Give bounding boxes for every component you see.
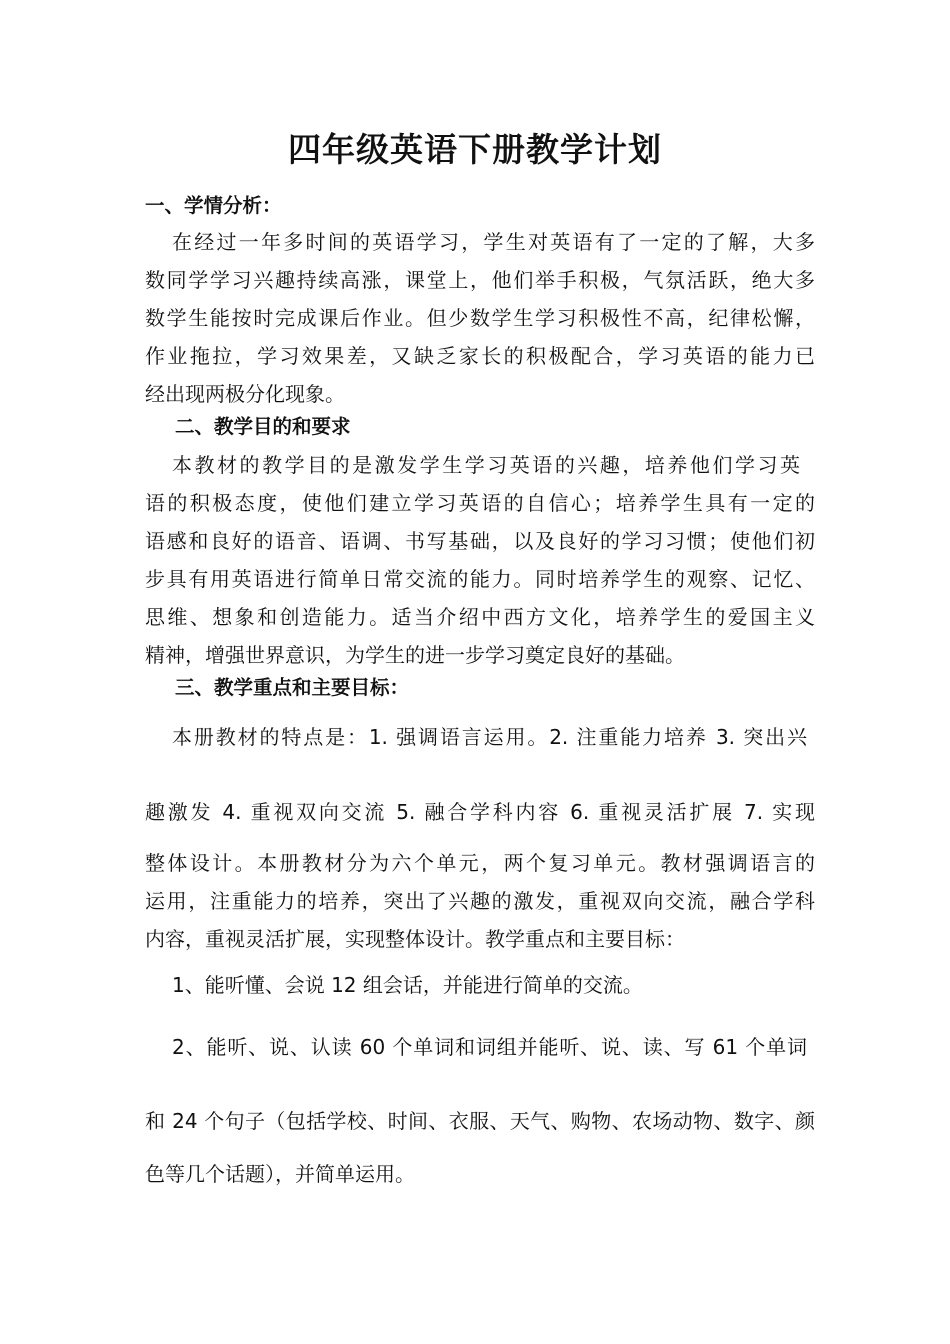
paragraph-line: 步具有用英语进行简单日常交流的能力。同时培养学生的观察、记忆、 [145,567,815,591]
paragraph-line: 整体设计。本册教材分为六个单元，两个复习单元。教材强调语言的 [145,851,815,875]
paragraph-line: 本册教材的特点是：1. 强调语言运用。2. 注重能力培养 3. 突出兴 [172,725,807,749]
section-heading-analysis: 一、学情分析： [145,194,282,217]
section-heading-key-points: 三、教学重点和主要目标： [175,676,410,699]
paragraph-line: 作业拖拉，学习效果差，又缺乏家长的积极配合，学习英语的能力已 [145,344,815,368]
paragraph-line: 语的积极态度，使他们建立学习英语的自信心；培养学生具有一定的 [145,491,815,515]
list-item-goal-1: 1、能听懂、会说 12 组会话，并能进行简单的交流。 [172,973,643,997]
paragraph-line: 运用，注重能力的培养，突出了兴趣的激发，重视双向交流，融合学科 [145,889,815,913]
document-title: 四年级英语下册教学计划 [288,130,662,169]
paragraph-line: 趣激发 4. 重视双向交流 5. 融合学科内容 6. 重视灵活扩展 7. 实现 [145,800,815,824]
paragraph-line: 数学生能按时完成课后作业。但少数学生学习积极性不高，纪律松懈， [145,306,815,330]
paragraph-line: 精神，增强世界意识，为学生的进一步学习奠定良好的基础。 [145,643,685,667]
paragraph-line: 色等几个话题），并简单运用。 [145,1162,415,1186]
paragraph-line: 思维、想象和创造能力。适当介绍中西方文化，培养学生的爱国主义 [145,605,815,629]
paragraph-line: 语感和良好的语音、语调、书写基础，以及良好的学习习惯；使他们初 [145,529,815,553]
paragraph-line: 在经过一年多时间的英语学习，学生对英语有了一定的了解，大多 [172,230,815,254]
paragraph-line: 本教材的教学目的是激发学生学习英语的兴趣，培养他们学习英 [172,453,800,477]
paragraph-line: 数同学学习兴趣持续高涨，课堂上，他们举手积极，气氛活跃，绝大多 [145,268,815,292]
list-item-goal-2: 2、能听、说、认读 60 个单词和词组并能听、说、读、写 61 个单词 [172,1035,807,1059]
paragraph-line: 和 24 个句子（包括学校、时间、衣服、天气、购物、农场动物、数字、颜 [145,1109,815,1133]
section-heading-goals: 二、教学目的和要求 [175,415,351,438]
paragraph-line: 内容，重视灵活扩展，实现整体设计。教学重点和主要目标： [145,927,685,951]
paragraph-line: 经出现两极分化现象。 [145,382,345,406]
